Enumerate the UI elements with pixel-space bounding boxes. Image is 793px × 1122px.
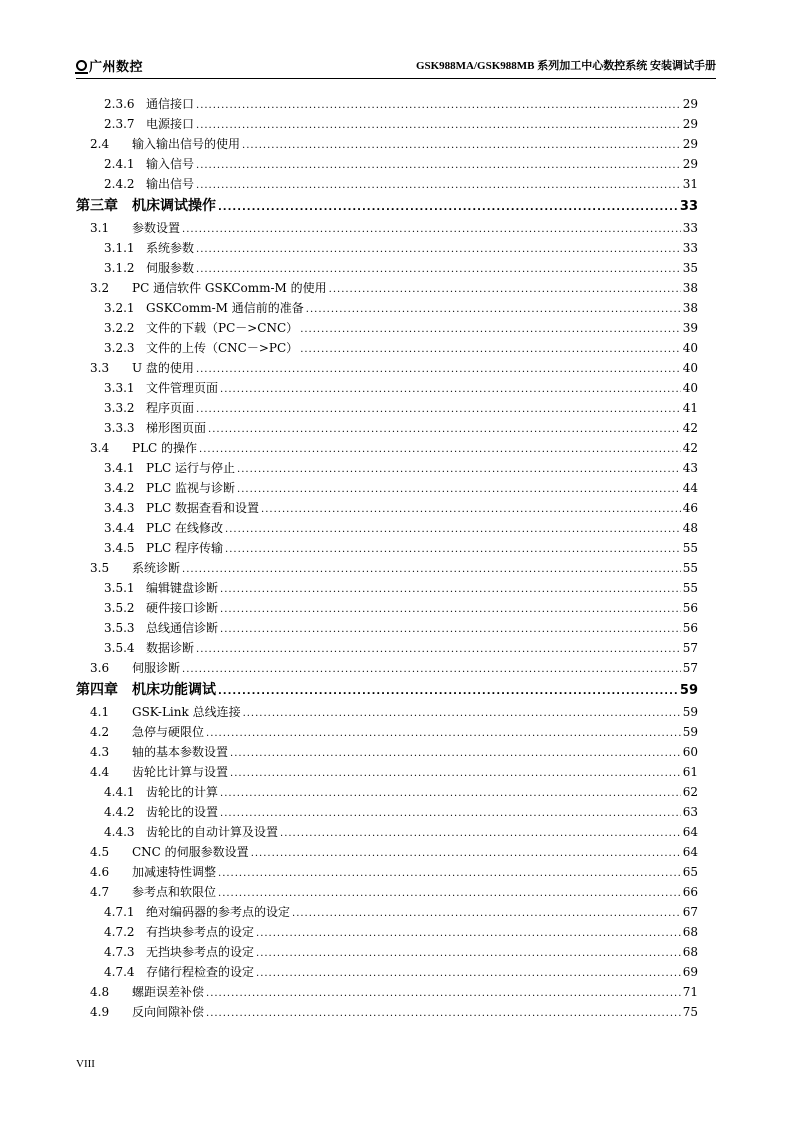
toc-entry[interactable] xyxy=(76,558,698,578)
toc-entry-title: 参考点和软限位 xyxy=(132,885,217,899)
toc-entry-title: 文件的上传（CNC－>PC） xyxy=(146,341,299,355)
toc-entry-page: 42 xyxy=(682,441,698,455)
toc-entry-title: 机床功能调试 xyxy=(132,682,216,698)
toc-entry[interactable] xyxy=(76,578,698,598)
toc-leader-dots xyxy=(225,538,681,560)
toc-entry[interactable] xyxy=(76,338,698,358)
toc-entry[interactable] xyxy=(76,318,698,338)
toc-leader-dots xyxy=(230,742,681,764)
toc-entry-number: 3.5 xyxy=(90,561,110,575)
toc-entry-page: 56 xyxy=(682,621,698,635)
toc-leader-dots xyxy=(256,922,681,944)
toc-entry-page: 29 xyxy=(682,137,698,151)
toc-leader-dots xyxy=(182,558,681,580)
document-title: GSK988MA/GSK988MB 系列加工中心数控系统 安装调试手册 xyxy=(415,60,716,72)
toc-leader-dots xyxy=(237,478,681,500)
toc-entry-title: U 盘的使用 xyxy=(132,361,194,375)
toc-entry-page: 55 xyxy=(682,561,698,575)
toc-entry-page: 33 xyxy=(682,241,698,255)
toc-leader-dots xyxy=(261,498,681,520)
toc-leader-dots xyxy=(251,842,681,864)
toc-leader-dots xyxy=(237,458,681,480)
toc-entry-page: 38 xyxy=(682,281,698,295)
toc-entry-page: 29 xyxy=(682,97,698,111)
toc-entry-title: 螺距误差补偿 xyxy=(132,985,205,999)
toc-leader-dots xyxy=(206,1002,681,1024)
toc-chapter[interactable] xyxy=(76,194,698,218)
toc-entry[interactable] xyxy=(76,722,698,742)
toc-entry-number: 3.5.3 xyxy=(104,621,135,635)
toc-entry[interactable] xyxy=(76,438,698,458)
toc-entry[interactable] xyxy=(76,942,698,962)
toc-entry[interactable] xyxy=(76,762,698,782)
toc-entry-page: 40 xyxy=(682,341,698,355)
toc-entry[interactable] xyxy=(76,922,698,942)
toc-entry-page: 55 xyxy=(682,581,698,595)
toc-entry[interactable] xyxy=(76,94,698,114)
toc-entry-title: 有挡块参考点的设定 xyxy=(146,925,255,939)
toc-leader-dots xyxy=(220,378,681,400)
toc-entry-title: 急停与硬限位 xyxy=(132,725,205,739)
toc-entry-title: GSKComm-M 通信前的准备 xyxy=(146,301,304,315)
logo-text: 广州数控 xyxy=(89,59,144,75)
toc-entry-page: 31 xyxy=(682,177,698,191)
toc-entry[interactable] xyxy=(76,862,698,882)
toc-entry-page: 40 xyxy=(682,381,698,395)
toc-leader-dots xyxy=(256,962,681,984)
toc-entry-page: 55 xyxy=(682,541,698,555)
toc-entry-title: 总线通信诊断 xyxy=(146,621,219,635)
toc-entry-title: 电源接口 xyxy=(146,117,195,131)
toc-entry-number: 3.4.2 xyxy=(104,481,135,495)
toc-entry-page: 29 xyxy=(682,157,698,171)
toc-entry-page: 63 xyxy=(682,805,698,819)
toc-entry[interactable] xyxy=(76,378,698,398)
toc-entry[interactable] xyxy=(76,822,698,842)
toc-entry-number: 3.4.1 xyxy=(104,461,135,475)
toc-leader-dots xyxy=(218,194,678,220)
toc-entry[interactable] xyxy=(76,842,698,862)
toc-leader-dots xyxy=(182,658,681,680)
toc-entry-number: 3.5.4 xyxy=(104,641,135,655)
toc-entry[interactable] xyxy=(76,782,698,802)
toc-entry-number: 3.3.2 xyxy=(104,401,135,415)
toc-leader-dots xyxy=(182,218,681,240)
toc-entry-title: PLC 监视与诊断 xyxy=(146,481,236,495)
toc-entry-number: 3.3.1 xyxy=(104,381,135,395)
toc-leader-dots xyxy=(196,638,681,660)
toc-entry-title: 梯形图页面 xyxy=(146,421,207,435)
gsk-logo-icon xyxy=(76,60,87,71)
toc-leader-dots xyxy=(218,882,681,904)
toc-entry-title: PC 通信软件 GSKComm-M 的使用 xyxy=(132,281,327,295)
toc-leader-dots xyxy=(220,802,681,824)
toc-entry-number: 4.4.2 xyxy=(104,805,135,819)
toc-entry-title: 无挡块参考点的设定 xyxy=(146,945,255,959)
toc-chapter[interactable] xyxy=(76,678,698,702)
toc-entry[interactable] xyxy=(76,538,698,558)
toc-entry-number: 2.3.6 xyxy=(104,97,135,111)
toc-entry-page: 48 xyxy=(682,521,698,535)
toc-entry-number: 3.6 xyxy=(90,661,110,675)
toc-leader-dots xyxy=(242,134,681,156)
toc-entry-number: 4.6 xyxy=(90,865,110,879)
toc-entry-title: CNC 的伺服参数设置 xyxy=(132,845,249,859)
toc-leader-dots xyxy=(300,318,681,340)
toc-entry-page: 43 xyxy=(682,461,698,475)
toc-entry-page: 67 xyxy=(682,905,698,919)
toc-entry-page: 41 xyxy=(682,401,698,415)
toc-leader-dots xyxy=(196,94,681,116)
page-header xyxy=(76,56,716,76)
toc-entry-page: 39 xyxy=(682,321,698,335)
toc-entry[interactable] xyxy=(76,702,698,722)
toc-entry-title: PLC 的操作 xyxy=(132,441,198,455)
toc-leader-dots xyxy=(196,398,681,420)
toc-entry-title: 文件管理页面 xyxy=(146,381,219,395)
toc-leader-dots xyxy=(196,174,681,196)
toc-entry[interactable] xyxy=(76,154,698,174)
toc-entry[interactable] xyxy=(76,902,698,922)
toc-entry[interactable] xyxy=(76,882,698,902)
toc-leader-dots xyxy=(225,518,681,540)
toc-entry-number: 3.3 xyxy=(90,361,110,375)
toc-entry-number: 3.5.2 xyxy=(104,601,135,615)
toc-entry-number: 4.8 xyxy=(90,985,110,999)
toc-entry-number: 4.7.4 xyxy=(104,965,135,979)
toc-entry-number: 第三章 xyxy=(76,198,118,214)
toc-entry-number: 2.4 xyxy=(90,137,110,151)
toc-entry-title: PLC 运行与停止 xyxy=(146,461,236,475)
toc-entry-page: 40 xyxy=(682,361,698,375)
toc-entry[interactable] xyxy=(76,742,698,762)
toc-entry[interactable] xyxy=(76,114,698,134)
toc-entry-number: 4.3 xyxy=(90,745,110,759)
toc-entry[interactable] xyxy=(76,458,698,478)
toc-leader-dots xyxy=(218,862,681,884)
toc-entry[interactable] xyxy=(76,398,698,418)
toc-entry-number: 3.4 xyxy=(90,441,110,455)
toc-entry-page: 65 xyxy=(682,865,698,879)
toc-entry[interactable] xyxy=(76,238,698,258)
toc-leader-dots xyxy=(220,578,681,600)
toc-entry-number: 3.4.3 xyxy=(104,501,135,515)
toc-entry-title: 存储行程检查的设定 xyxy=(146,965,255,979)
toc-entry-number: 3.2 xyxy=(90,281,110,295)
toc-entry-number: 4.7.2 xyxy=(104,925,135,939)
toc-entry[interactable] xyxy=(76,358,698,378)
toc-entry-page: 29 xyxy=(682,117,698,131)
toc-entry-number: 3.2.2 xyxy=(104,321,135,335)
toc-entry-page: 46 xyxy=(682,501,698,515)
toc-entry-title: 齿轮比的设置 xyxy=(146,805,219,819)
toc-leader-dots xyxy=(329,278,681,300)
toc-entry-title: 轴的基本参数设置 xyxy=(132,745,229,759)
toc-entry-page: 59 xyxy=(682,705,698,719)
toc-entry-title: 齿轮比的计算 xyxy=(146,785,219,799)
toc-entry-number: 2.3.7 xyxy=(104,117,135,131)
toc-entry-page: 61 xyxy=(682,765,698,779)
toc-entry-page: 56 xyxy=(682,601,698,615)
toc-leader-dots xyxy=(306,298,681,320)
toc-entry-page: 59 xyxy=(682,725,698,739)
toc-entry-page: 71 xyxy=(682,985,698,999)
toc-entry-number: 4.7 xyxy=(90,885,110,899)
toc-entry-title: 文件的下载（PC－>CNC） xyxy=(146,321,299,335)
toc-entry-title: 输出信号 xyxy=(146,177,195,191)
toc-entry-page: 60 xyxy=(682,745,698,759)
toc-entry[interactable] xyxy=(76,982,698,1002)
toc-entry[interactable] xyxy=(76,638,698,658)
toc-entry-number: 4.4.1 xyxy=(104,785,135,799)
toc-entry-page: 66 xyxy=(682,885,698,899)
toc-entry[interactable] xyxy=(76,258,698,278)
toc-entry-page: 75 xyxy=(682,1005,698,1019)
brand-logo xyxy=(76,56,143,74)
toc-entry-page: 68 xyxy=(682,925,698,939)
toc-leader-dots xyxy=(256,942,681,964)
toc-entry-page: 68 xyxy=(682,945,698,959)
toc-entry[interactable] xyxy=(76,278,698,298)
toc-entry[interactable] xyxy=(76,174,698,194)
toc-entry[interactable] xyxy=(76,598,698,618)
toc-entry-page: 62 xyxy=(682,785,698,799)
toc-entry-title: PLC 程序传输 xyxy=(146,541,224,555)
toc-entry-number: 2.4.1 xyxy=(104,157,135,171)
toc-entry-number: 3.1.1 xyxy=(104,241,135,255)
toc-entry-page: 57 xyxy=(682,661,698,675)
toc-entry[interactable] xyxy=(76,218,698,238)
toc-entry-number: 4.4.3 xyxy=(104,825,135,839)
toc-entry-title: PLC 在线修改 xyxy=(146,521,224,535)
toc-leader-dots xyxy=(220,598,681,620)
toc-entry-title: 数据诊断 xyxy=(146,641,195,655)
toc-leader-dots xyxy=(208,418,681,440)
toc-entry-title: PLC 数据查看和设置 xyxy=(146,501,260,515)
toc-entry-number: 4.7.1 xyxy=(104,905,135,919)
toc-entry-title: 硬件接口诊断 xyxy=(146,601,219,615)
toc-entry-number: 4.4 xyxy=(90,765,110,779)
toc-entry-title: 参数设置 xyxy=(132,221,181,235)
toc-entry-title: 伺服诊断 xyxy=(132,661,181,675)
toc-entry-title: 伺服参数 xyxy=(146,261,195,275)
toc-entry[interactable] xyxy=(76,962,698,982)
toc-entry-page: 38 xyxy=(682,301,698,315)
toc-entry-number: 3.5.1 xyxy=(104,581,135,595)
toc-entry[interactable] xyxy=(76,134,698,154)
toc-entry-title: 系统参数 xyxy=(146,241,195,255)
toc-leader-dots xyxy=(206,982,681,1004)
toc-leader-dots xyxy=(196,154,681,176)
toc-entry-number: 3.4.5 xyxy=(104,541,135,555)
toc-entry-number: 4.2 xyxy=(90,725,110,739)
toc-leader-dots xyxy=(220,782,681,804)
toc-entry[interactable] xyxy=(76,658,698,678)
toc-entry-number: 3.1 xyxy=(90,221,110,235)
toc-entry-title: 输入信号 xyxy=(146,157,195,171)
toc-entry-number: 3.4.4 xyxy=(104,521,135,535)
toc-leader-dots xyxy=(196,358,681,380)
toc-entry[interactable] xyxy=(76,1002,698,1022)
toc-leader-dots xyxy=(206,722,681,744)
toc-entry-page: 42 xyxy=(682,421,698,435)
toc-leader-dots xyxy=(199,438,681,460)
toc-entry[interactable] xyxy=(76,802,698,822)
toc-entry-title: 加减速特性调整 xyxy=(132,865,217,879)
toc-entry[interactable] xyxy=(76,298,698,318)
toc-entry[interactable] xyxy=(76,618,698,638)
toc-entry-title: GSK-Link 总线连接 xyxy=(132,705,241,719)
toc-entry-title: 齿轮比的自动计算及设置 xyxy=(146,825,279,839)
toc-entry-title: 编辑键盘诊断 xyxy=(146,581,219,595)
toc-entry[interactable] xyxy=(76,478,698,498)
toc-leader-dots xyxy=(292,902,681,924)
toc-leader-dots xyxy=(300,338,681,360)
toc-entry[interactable] xyxy=(76,418,698,438)
toc-entry-number: 4.5 xyxy=(90,845,110,859)
toc-entry-page: 35 xyxy=(682,261,698,275)
toc-entry-number: 2.4.2 xyxy=(104,177,135,191)
toc-entry-page: 33 xyxy=(682,221,698,235)
toc-entry-title: 反向间隙补偿 xyxy=(132,1005,205,1019)
toc-entry-page: 69 xyxy=(682,965,698,979)
toc-entry-title: 机床调试操作 xyxy=(132,198,216,214)
toc-entry-page: 33 xyxy=(679,199,698,214)
toc-entry-page: 64 xyxy=(682,845,698,859)
header-divider xyxy=(76,78,716,79)
toc-entry-title: 齿轮比计算与设置 xyxy=(132,765,229,779)
toc-leader-dots xyxy=(196,114,681,136)
toc-entry[interactable] xyxy=(76,518,698,538)
toc-entry-page: 64 xyxy=(682,825,698,839)
toc-entry-number: 4.7.3 xyxy=(104,945,135,959)
toc-entry-number: 3.2.3 xyxy=(104,341,135,355)
toc-entry-title: 输入输出信号的使用 xyxy=(132,137,241,151)
toc-entry-number: 3.2.1 xyxy=(104,301,135,315)
toc-entry-number: 第四章 xyxy=(76,682,118,698)
toc-entry-number: 4.9 xyxy=(90,1005,110,1019)
toc-entry-page: 59 xyxy=(679,683,698,698)
toc-entry-title: 程序页面 xyxy=(146,401,195,415)
toc-leader-dots xyxy=(218,678,678,704)
toc-entry-number: 3.1.2 xyxy=(104,261,135,275)
toc-leader-dots xyxy=(280,822,681,844)
toc-leader-dots xyxy=(243,702,681,724)
page-number: VIII xyxy=(76,1058,95,1070)
toc-entry-number: 4.1 xyxy=(90,705,110,719)
toc-leader-dots xyxy=(230,762,681,784)
toc-entry-page: 44 xyxy=(682,481,698,495)
toc-entry-page: 57 xyxy=(682,641,698,655)
toc-entry-number: 3.3.3 xyxy=(104,421,135,435)
toc-leader-dots xyxy=(196,238,681,260)
toc-leader-dots xyxy=(196,258,681,280)
toc-entry-title: 绝对编码器的参考点的设定 xyxy=(146,905,291,919)
toc-entry-title: 系统诊断 xyxy=(132,561,181,575)
toc-entry[interactable] xyxy=(76,498,698,518)
toc-leader-dots xyxy=(220,618,681,640)
toc-entry-title: 通信接口 xyxy=(146,97,195,111)
